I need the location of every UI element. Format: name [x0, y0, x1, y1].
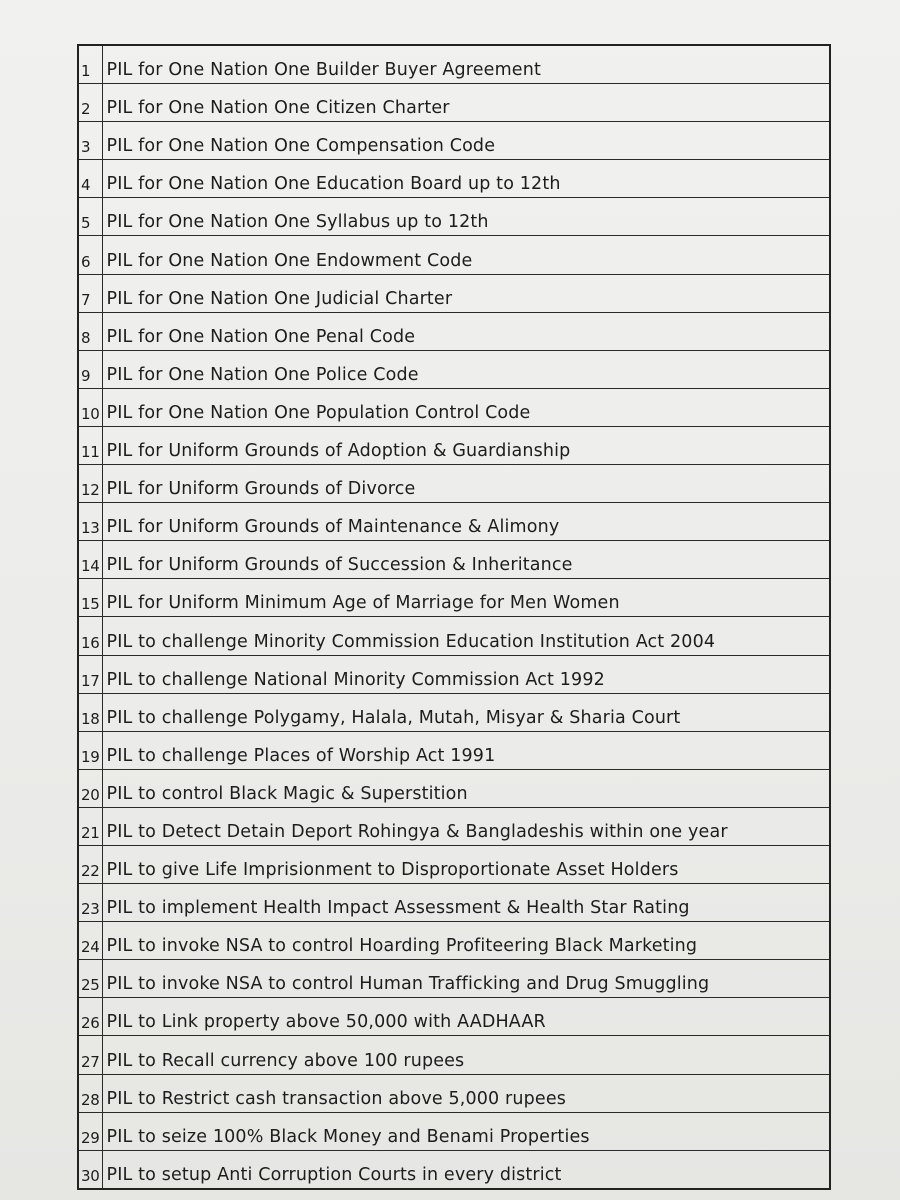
table-row	[78, 122, 830, 160]
pil-title: PIL for Uniform Minimum Age of Marriage for Men Women	[102, 579, 830, 617]
table-row	[78, 236, 830, 274]
table-row	[78, 503, 830, 541]
pil-title: PIL to control Black Magic & Superstition	[102, 769, 830, 807]
row-number: 3	[78, 122, 102, 160]
table-row	[78, 1074, 830, 1112]
row-number: 18	[78, 693, 102, 731]
pil-title: PIL for Uniform Grounds of Maintenance & Alimony	[102, 503, 830, 541]
row-number: 6	[78, 236, 102, 274]
table-row	[78, 350, 830, 388]
pil-title: PIL to invoke NSA to control Human Trafficking and Drug Smuggling	[102, 960, 830, 998]
table-row	[78, 426, 830, 464]
table-row	[78, 617, 830, 655]
table-row	[78, 731, 830, 769]
pil-title: PIL to invoke NSA to control Hoarding Profiteering Black Marketing	[102, 922, 830, 960]
pil-title: PIL for One Nation One Penal Code	[102, 312, 830, 350]
pil-title: PIL to Restrict cash transaction above 5,000 rupees	[102, 1074, 830, 1112]
row-number: 13	[78, 503, 102, 541]
table-row	[78, 1150, 830, 1189]
row-number: 15	[78, 579, 102, 617]
pil-title: PIL to setup Anti Corruption Courts in every district	[102, 1150, 830, 1189]
row-number: 1	[78, 45, 102, 84]
pil-title: PIL for One Nation One Syllabus up to 12th	[102, 198, 830, 236]
pil-title: PIL for Uniform Grounds of Divorce	[102, 465, 830, 503]
table-row	[78, 84, 830, 122]
pil-title: PIL for Uniform Grounds of Adoption & Guardianship	[102, 426, 830, 464]
pil-list-table	[77, 44, 831, 1190]
table-row	[78, 388, 830, 426]
pil-title: PIL for One Nation One Police Code	[102, 350, 830, 388]
table-row	[78, 807, 830, 845]
pil-title: PIL to challenge National Minority Commission Act 1992	[102, 655, 830, 693]
row-number: 8	[78, 312, 102, 350]
table-row	[78, 845, 830, 883]
row-number: 24	[78, 922, 102, 960]
row-number: 25	[78, 960, 102, 998]
table-row	[78, 922, 830, 960]
row-number: 22	[78, 845, 102, 883]
table-row	[78, 693, 830, 731]
row-number: 5	[78, 198, 102, 236]
table-row	[78, 45, 830, 84]
pil-title: PIL to Link property above 50,000 with AADHAAR	[102, 998, 830, 1036]
row-number: 7	[78, 274, 102, 312]
table-row	[78, 1036, 830, 1074]
row-number: 21	[78, 807, 102, 845]
pil-title: PIL to seize 100% Black Money and Benami Properties	[102, 1112, 830, 1150]
table-row	[78, 465, 830, 503]
table-row	[78, 198, 830, 236]
row-number: 23	[78, 884, 102, 922]
row-number: 17	[78, 655, 102, 693]
table-row	[78, 884, 830, 922]
pil-title: PIL for One Nation One Citizen Charter	[102, 84, 830, 122]
pil-title: PIL to Detect Detain Deport Rohingya & Bangladeshis within one year	[102, 807, 830, 845]
row-number: 11	[78, 426, 102, 464]
row-number: 9	[78, 350, 102, 388]
pil-title: PIL to challenge Minority Commission Education Institution Act 2004	[102, 617, 830, 655]
pil-title: PIL for One Nation One Judicial Charter	[102, 274, 830, 312]
row-number: 4	[78, 160, 102, 198]
row-number: 16	[78, 617, 102, 655]
row-number: 28	[78, 1074, 102, 1112]
table-row	[78, 655, 830, 693]
row-number: 20	[78, 769, 102, 807]
pil-title: PIL for One Nation One Education Board up to 12th	[102, 160, 830, 198]
table-row	[78, 579, 830, 617]
pil-list-body	[78, 45, 830, 1189]
row-number: 2	[78, 84, 102, 122]
table-row	[78, 1112, 830, 1150]
pil-title: PIL to Recall currency above 100 rupees	[102, 1036, 830, 1074]
table-row	[78, 312, 830, 350]
pil-title: PIL to give Life Imprisionment to Disproportionate Asset Holders	[102, 845, 830, 883]
pil-title: PIL for One Nation One Endowment Code	[102, 236, 830, 274]
row-number: 27	[78, 1036, 102, 1074]
table-row	[78, 769, 830, 807]
row-number: 19	[78, 731, 102, 769]
table-row	[78, 998, 830, 1036]
row-number: 26	[78, 998, 102, 1036]
row-number: 30	[78, 1150, 102, 1189]
table-row	[78, 541, 830, 579]
pil-title: PIL for Uniform Grounds of Succession & Inheritance	[102, 541, 830, 579]
row-number: 14	[78, 541, 102, 579]
pil-title: PIL for One Nation One Compensation Code	[102, 122, 830, 160]
row-number: 29	[78, 1112, 102, 1150]
pil-title: PIL to implement Health Impact Assessment & Health Star Rating	[102, 884, 830, 922]
table-row	[78, 960, 830, 998]
row-number: 12	[78, 465, 102, 503]
pil-title: PIL for One Nation One Builder Buyer Agreement	[102, 45, 830, 84]
pil-title: PIL to challenge Places of Worship Act 1991	[102, 731, 830, 769]
table-row	[78, 160, 830, 198]
pil-title: PIL for One Nation One Population Control Code	[102, 388, 830, 426]
table-row	[78, 274, 830, 312]
row-number: 10	[78, 388, 102, 426]
pil-title: PIL to challenge Polygamy, Halala, Mutah, Misyar & Sharia Court	[102, 693, 830, 731]
